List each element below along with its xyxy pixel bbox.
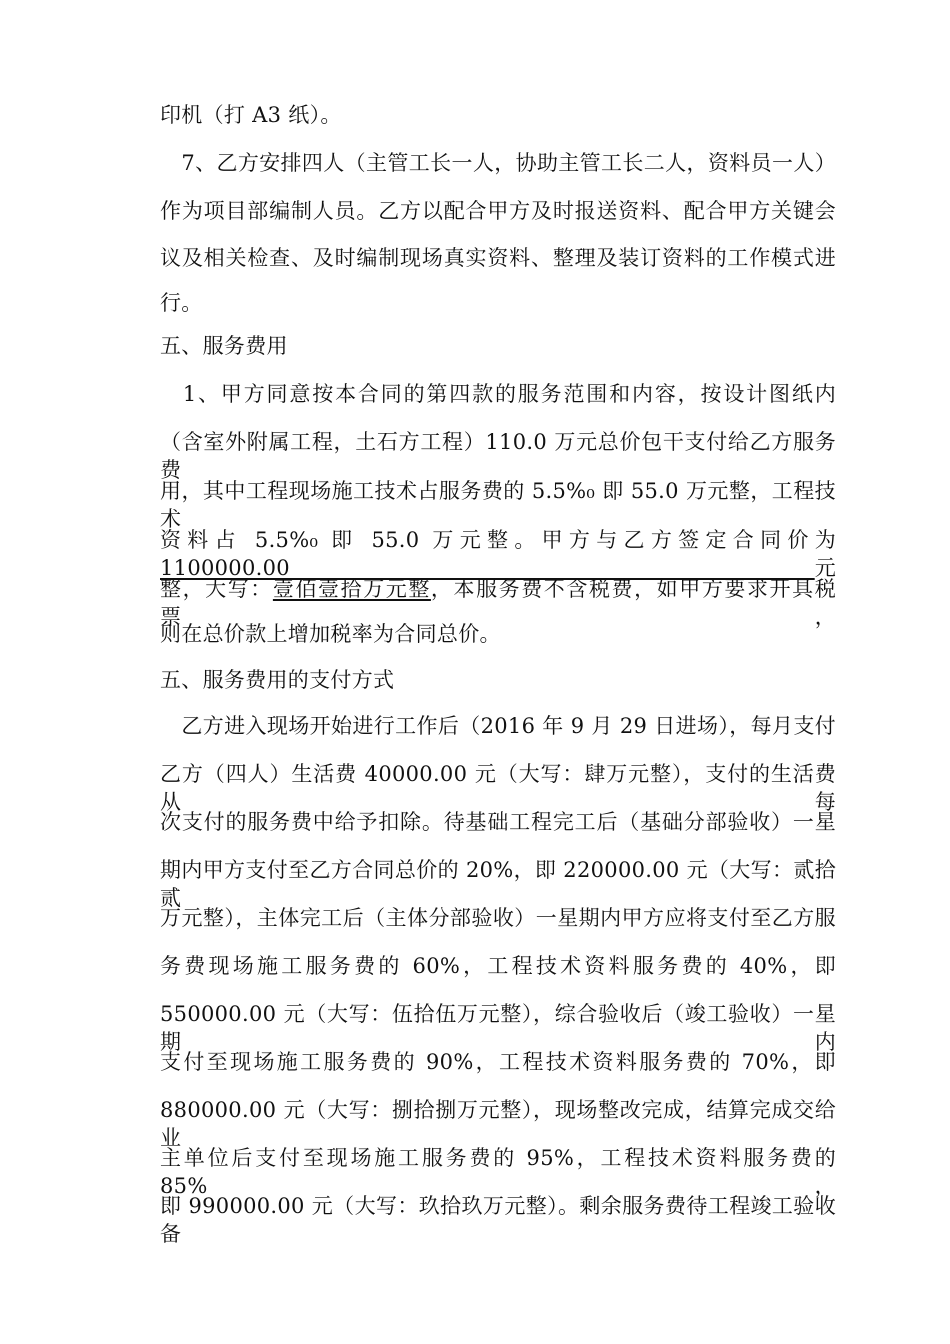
text-line-23: 主单位后支付至现场施工服务费的 95%，工程技术资料服务费的 85%， bbox=[160, 1146, 836, 1198]
text-line-14: 乙方进入现场开始进行工作后（2016 年 9 月 29 日进场），每月支付 bbox=[160, 714, 836, 738]
section-heading-service-fee: 五、服务费用 bbox=[160, 334, 288, 358]
text-line-8: （含室外附属工程，土石方工程）110.0 万元总价包干支付给乙方服务费 bbox=[160, 430, 836, 482]
text-line-20: 550000.00 元（大写：伍拾伍万元整），综合验收后（竣工验收）一星期内 bbox=[160, 1002, 836, 1054]
text-line-9: 用，其中工程现场施工技术占服务费的 5.5%₀ 即 55.0 万元整，工程技术 bbox=[160, 479, 836, 531]
text-line-10-main: 资料占 5.5%₀ 即 55.0 万元整。甲方与乙方签定合同价为 bbox=[160, 528, 836, 552]
text-line-2: 7、乙方安排四人（主管工长一人，协助主管工长二人，资料员一人） bbox=[160, 151, 836, 175]
text-line-24: 即 990000.00 元（大写：玖拾玖万元整）。剩余服务费待工程竣工验收备 bbox=[160, 1194, 836, 1246]
contract-price-value: 1100000.00 bbox=[160, 556, 815, 580]
contract-price-suffix: 元 bbox=[814, 556, 836, 580]
text-line-16: 次支付的服务费中给予扣除。待基础工程完工后（基础分部验收）一星 bbox=[160, 810, 836, 834]
text-line-18: 万元整），主体完工后（主体分部验收）一星期内甲方应将支付至乙方服 bbox=[160, 906, 836, 930]
text-line-10 bbox=[160, 526, 836, 582]
text-line-11-rest: ，本服务费不含税费，如甲方要求开具税票， bbox=[160, 577, 837, 629]
price-words-label: 整，大写： bbox=[160, 577, 273, 601]
text-line-4: 议及相关检查、及时编制现场真实资料、整理及装订资料的工作模式进 bbox=[160, 246, 836, 270]
section-heading-payment-method: 五、服务费用的支付方式 bbox=[160, 668, 395, 692]
text-line-1: 印机（打 A3 纸）。 bbox=[160, 103, 342, 127]
text-line-22: 880000.00 元（大写：捌拾捌万元整），现场整改完成，结算完成交给业 bbox=[160, 1098, 836, 1150]
text-line-3: 作为项目部编制人员。乙方以配合甲方及时报送资料、配合甲方关键会 bbox=[160, 199, 836, 223]
text-line-15: 乙方（四人）生活费 40000.00 元（大写：肆万元整），支付的生活费从每 bbox=[160, 762, 836, 814]
text-line-7: 1、甲方同意按本合同的第四款的服务范围和内容，按设计图纸内 bbox=[160, 382, 836, 406]
text-line-19: 务费现场施工服务费的 60%，工程技术资料服务费的 40%，即 bbox=[160, 954, 836, 978]
text-line-21: 支付至现场施工服务费的 90%，工程技术资料服务费的 70%，即 bbox=[160, 1050, 836, 1074]
text-line-12: 则在总价款上增加税率为合同总价。 bbox=[160, 622, 501, 646]
text-line-5: 行。 bbox=[160, 291, 203, 315]
price-in-words-value: 壹佰壹拾万元整 bbox=[272, 577, 431, 601]
text-line-17: 期内甲方支付至乙方合同总价的 20%，即 220000.00 元（大写：贰拾贰 bbox=[160, 858, 836, 910]
